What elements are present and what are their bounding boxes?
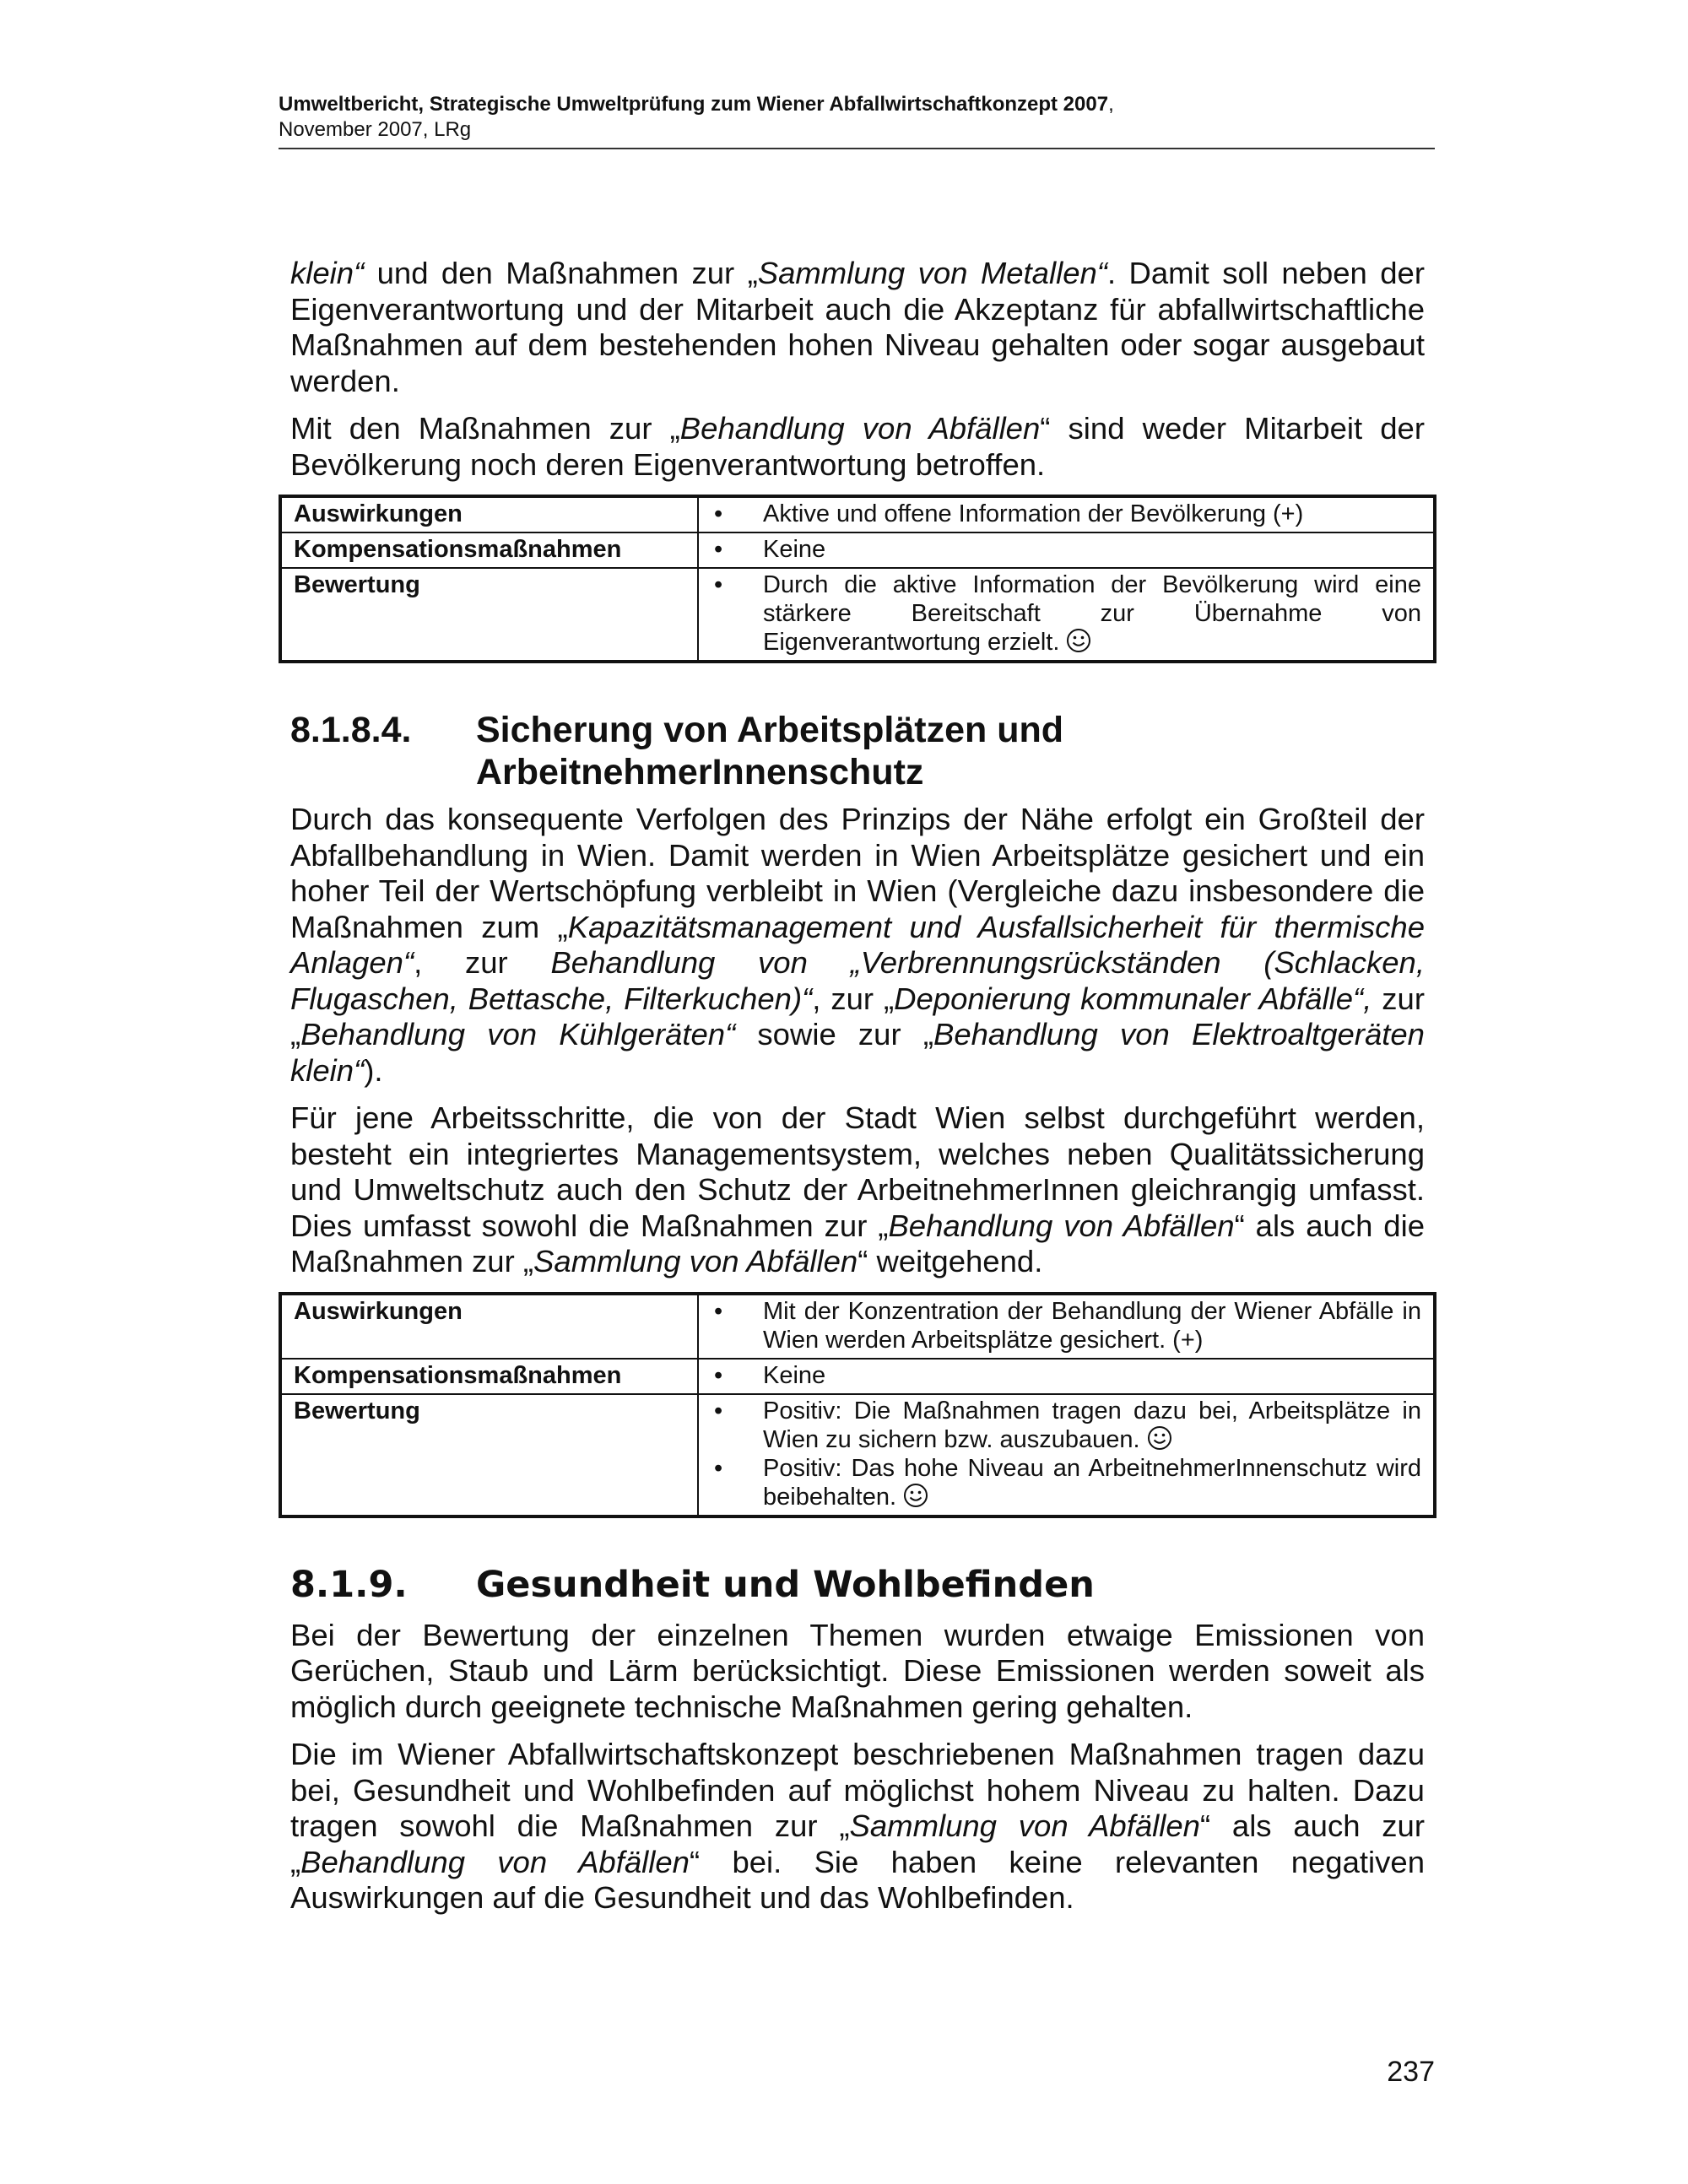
table-label: Kompensationsmaßnahmen [280,532,698,568]
table-row [280,532,1435,568]
bullet: • [714,1454,723,1482]
page-header [279,91,1435,149]
table-label: Auswirkungen [280,496,698,532]
page-content [290,256,1425,1928]
bullet: • [714,1397,723,1424]
table-value: • Keine [698,1359,1435,1394]
table-row [280,1294,1435,1359]
section-title: Gesundheit und Wohlbefinden [476,1563,1095,1606]
header-title: Umweltbericht, Strategische Umweltprüfung zum Wiener Abfallwirtschaftkonzept 2007, [279,93,1114,116]
evaluation-table-1 [279,495,1436,663]
bullet: • [714,500,723,527]
paragraph-2: Mit den Maßnahmen zur „Behandlung von Abfällen“ sind weder Mitarbeit der Bevölkerung noch deren Eigenverantwortung betroffen. [290,411,1425,482]
evaluation-table-2 [279,1292,1436,1518]
table-row [280,568,1435,662]
section-number: 8.1.9. [290,1563,408,1606]
paragraph-1: klein“ und den Maßnahmen zur „Sammlung von Metallen“. Damit soll neben der Eigenverantwortung und der Mitarbeit auch die Akzeptanz für abfallwirtschaftliche Maßnahmen auf dem bestehenden hohen Niveau gehalten oder sogar ausgebaut werden. [290,256,1426,398]
table-label: Kompensationsmaßnahmen [280,1359,698,1394]
paragraph-4: Für jene Arbeitsschritte, die von der Stadt Wien selbst durchgeführt werden, besteht ein integriertes Managementsystem, welches neben Qualitätssicherung und Umweltschutz auch den Schutz der ArbeitnehmerInnen gleichrangig umfasst. Dies umfasst sowohl die Maßnahmen zur „Behandlung von Abfällen“ als auch die Maßnahmen zur „Sammlung von Abfällen“ weitgehend. [290,1100,1426,1279]
paragraph-5: Bei der Bewertung der einzelnen Themen wurden etwaige Emissionen von Gerüchen, Staub und Lärm berücksichtigt. Diese Emissionen werden soweit als möglich durch geeignete technische Maßnahmen gering gehalten. [290,1617,1425,1724]
table-row [280,1394,1435,1516]
section-heading-8-1-8-4 [290,709,1425,793]
table-label: Bewertung [280,1394,698,1516]
smiley-icon [903,1483,928,1508]
bullet: • [714,536,723,563]
header-subtitle: November 2007, LRg [279,118,472,141]
paragraph-6: Die im Wiener Abfallwirtschaftskonzept beschriebenen Maßnahmen tragen dazu bei, Gesundheit und Wohlbefinden auf möglichst hohem Niveau zu halten. Dazu tragen sowohl die Maßnahmen zur „Sammlung von Abfällen“ als auch zur „Behandlung von Abfällen“ bei. Sie haben keine relevanten negativen Auswirkungen auf die Gesundheit und das Wohlbefinden. [290,1737,1426,1915]
table-value: • Aktive und offene Information der Bevölkerung (+) [698,496,1435,532]
bullet: • [714,1361,723,1389]
page-number: 237 [1387,2056,1435,2088]
section-number: 8.1.8.4. [290,710,412,750]
table-label: Bewertung [280,568,698,662]
paragraph-3: Durch das konsequente Verfolgen des Prinzips der Nähe erfolgt ein Großteil der Abfallbehandlung in Wien. Damit werden in Wien Arbeitsplätze gesichert und ein hoher Teil der Wertschöpfung verbleibt in Wien (Vergleiche dazu insbesondere die Maßnahmen zum „Kapazitätsmanagement und Ausfallsicherheit für thermische Anlagen“, zur Behandlung von „Verbrennungsrückständen (Schlacken, Flugaschen, Bettasche, Filterkuchen)“, zur „Deponierung kommunaler Abfälle“, zur „Behandlung von Kühlgeräten“ sowie zur „Behandlung von Elektroaltgeräten klein“). [290,802,1425,1088]
table-value: • Durch die aktive Information der Bevölkerung wird eine stärkere Bereitschaft zur Übernahme von Eigenverantwortung erzielt. [698,568,1435,662]
table-value: • Mit der Konzentration der Behandlung der Wiener Abfälle in Wien werden Arbeitsplätze gesichert. (+) [698,1294,1435,1359]
smiley-icon [1147,1425,1172,1451]
section-title: Sicherung von Arbeitsplätzen und ArbeitnehmerInnenschutz [476,710,1064,792]
smiley-icon [1066,628,1091,653]
bullet: • [714,571,723,598]
bullet: • [714,1297,723,1325]
table-value: • Positiv: Die Maßnahmen tragen dazu bei, Arbeitsplätze in Wien zu sichern bzw. auszubauen. • Positiv: Das hohe Niveau an ArbeitnehmerInnenschutz wird beibehalten. [698,1394,1435,1516]
section-heading-8-1-9 [290,1564,1425,1606]
table-value: • Keine [698,532,1435,568]
table-row [280,496,1435,532]
table-row [280,1359,1435,1394]
table-label: Auswirkungen [280,1294,698,1359]
